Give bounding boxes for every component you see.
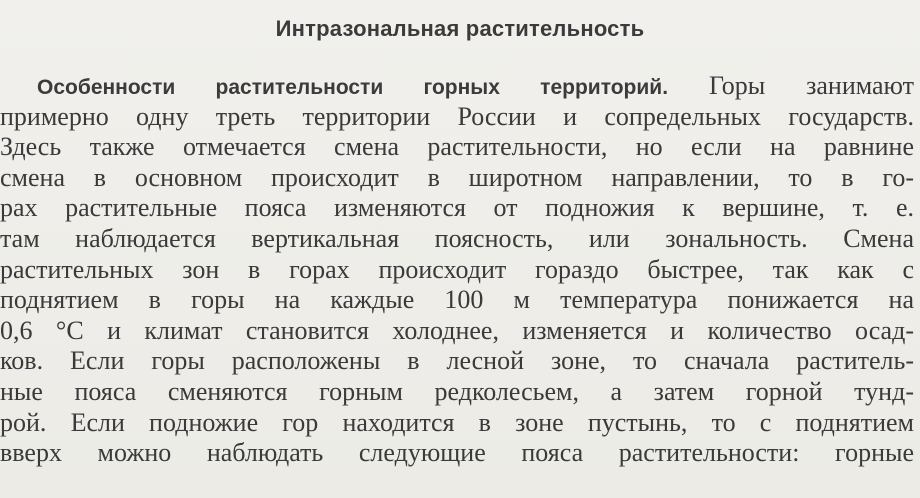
paragraph-line: 0,6 °С и климат становится холоднее, изменяется и количество осад- (0, 315, 914, 345)
paragraph-line: примерно одну треть территории России и сопредельных государств. (0, 101, 914, 131)
paragraph-subheading: Особенности растительности горных территорий. (37, 76, 669, 99)
paragraph-line: там наблюдается вертикальная поясность, или зональность. Смена (0, 223, 914, 253)
body-paragraph (0, 71, 920, 469)
section-title: Интразональная растительность (275, 16, 645, 41)
paragraph-line: Здесь также отмечается смена растительности, но если на равнине (0, 132, 914, 162)
paragraph-line: рах растительные пояса изменяются от подножия к вершине, т. е. (0, 193, 914, 223)
paragraph-line: смена в основном происходит в широтном направлении, то в го- (0, 162, 914, 192)
paragraph-line: ков. Если горы расположены в лесной зоне, то сначала раститель- (0, 346, 914, 376)
paragraph-line: рой. Если подножие гор находится в зоне пустынь, то с поднятием (0, 407, 914, 437)
paragraph-line: ные пояса сменяются горным редколесьем, а затем горной тунд- (0, 376, 914, 406)
paragraph-line: поднятием в горы на каждые 100 м температура понижается на (0, 285, 914, 315)
paragraph-line (0, 71, 920, 102)
paragraph-line: вверх можно наблюдать следующие пояса растительности: горные (0, 438, 914, 468)
paragraph-line-text: Горы занимают (668, 71, 914, 100)
paragraph-line: растительных зон в горах происходит гораздо быстрее, так как с (0, 254, 914, 284)
